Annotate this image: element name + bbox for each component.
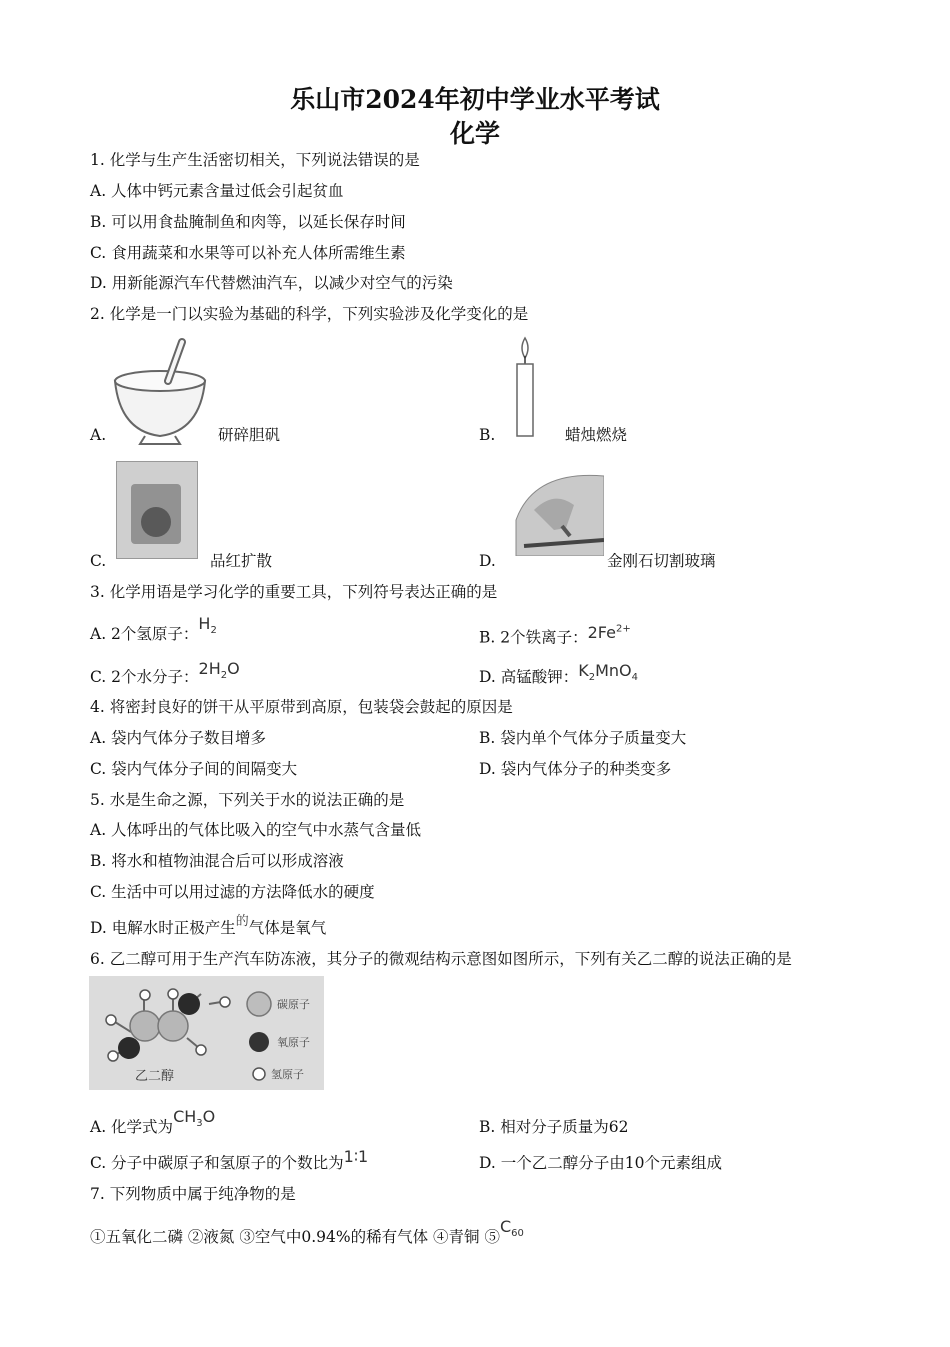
q2-option-c: 品红扩散	[210, 552, 273, 570]
q1-stem: 1. 化学与生产生活密切相关，下列说法错误的是	[90, 151, 420, 169]
exam-title: 乐山市2024年初中学业水平考试	[290, 85, 660, 114]
q6-option-c-text: C. 分子中碳原子和氢原子的个数比为	[90, 1154, 344, 1172]
q6-option-a-text: A. 化学式为	[90, 1118, 174, 1136]
q2-label-d: D.	[479, 552, 496, 570]
q4-option-d: D. 袋内气体分子的种类变多	[479, 760, 672, 778]
q1-option-a: A. 人体中钙元素含量过低会引起贫血	[90, 182, 344, 200]
legend-oxygen-atom: 氧原子	[277, 1036, 310, 1049]
q4-stem: 4. 将密封良好的饼干从平原带到高原，包装袋会鼓起的原因是	[90, 698, 513, 716]
q2-label-a: A.	[90, 426, 107, 444]
q5-option-d	[90, 914, 327, 940]
q3-option-a-text: A. 2个氢原子：	[90, 625, 199, 643]
diagram-molecule-name: 乙二醇	[135, 1069, 175, 1084]
q3-option-c-text: C. 2个水分子：	[90, 668, 199, 686]
q3-option-d-text: D. 高锰酸钾：	[479, 668, 579, 686]
formula-2fe2plus: $2Fe^{2+}$	[587, 623, 631, 643]
ethylene-glycol-diagram	[89, 976, 324, 1090]
q3-stem: 3. 化学用语是学习化学的重要工具，下列符号表达正确的是	[90, 583, 498, 601]
q6-option-b: B. 相对分子质量为62	[479, 1118, 629, 1136]
q2-stem: 2. 化学是一门以实验为基础的科学，下列实验涉及化学变化的是	[90, 305, 529, 323]
q6-option-c	[90, 1147, 369, 1173]
q4-option-c: C. 袋内气体分子间的间隔变大	[90, 760, 298, 778]
q2-label-c: C.	[90, 552, 107, 570]
q3-option-a	[90, 614, 217, 651]
q3-option-c	[90, 659, 240, 694]
formula-ratio: 1∶1	[343, 1147, 369, 1166]
q5-option-d-small: 的	[235, 914, 249, 929]
q3-option-b-text: B. 2个铁离子：	[479, 628, 588, 647]
q5-option-d-text-1: D. 电解水时正极产生	[90, 919, 236, 937]
formula-c60: $C_{60}$	[499, 1217, 524, 1240]
q1-option-c: C. 食用蔬菜和水果等可以补充人体所需维生素	[90, 244, 406, 262]
q2-option-d: 金刚石切割玻璃	[607, 552, 716, 570]
q5-option-a: A. 人体呼出的气体比吸入的空气中水蒸气含量低	[90, 821, 422, 839]
q2-option-a: 研碎胆矾	[218, 426, 281, 444]
legend-carbon-atom: 碳原子	[277, 998, 310, 1011]
q7-items-text: ①五氧化二磷 ②液氮 ③空气中0.94%的稀有气体 ④青铜 ⑤	[90, 1228, 500, 1246]
q2-label-b: B.	[479, 426, 496, 444]
q1-option-d: D. 用新能源汽车代替燃油汽车，以减少对空气的污染	[90, 274, 453, 292]
q5-option-d-text-2: 气体是氧气	[248, 919, 327, 937]
q3-option-d	[479, 661, 639, 694]
q5-option-c: C. 生活中可以用过滤的方法降低水的硬度	[90, 883, 375, 901]
q6-option-a	[90, 1107, 216, 1144]
q4-option-a: A. 袋内气体分子数目增多	[90, 729, 267, 747]
q6-stem: 6. 乙二醇可用于生产汽车防冻液，其分子的微观结构示意图如图所示，下列有关乙二醇的说法正确的是	[90, 950, 792, 968]
exam-subject: 化学	[449, 119, 500, 148]
diamond-cutting-glass-photo	[504, 470, 604, 556]
q2-option-b: 蜡烛燃烧	[565, 426, 628, 444]
mortar-pestle-image	[110, 336, 210, 446]
candle-image	[505, 334, 545, 440]
beaker-photo	[116, 461, 198, 559]
q5-stem: 5. 水是生命之源，下列关于水的说法正确的是	[90, 791, 405, 809]
q3-option-b	[479, 624, 631, 647]
q7-items	[90, 1217, 524, 1254]
legend-hydrogen-atom: 氢原子	[271, 1068, 304, 1081]
formula-2h2o: $2H_2O$	[198, 659, 240, 682]
q5-option-b: B. 将水和植物油混合后可以形成溶液	[90, 852, 344, 870]
formula-ch3o: $CH_3O$	[173, 1107, 216, 1130]
q4-option-b: B. 袋内单个气体分子质量变大	[479, 729, 687, 747]
q7-stem: 7. 下列物质中属于纯净物的是	[90, 1185, 296, 1203]
q6-option-d: D. 一个乙二醇分子由10个元素组成	[479, 1154, 722, 1172]
q1-option-b: B. 可以用食盐腌制鱼和肉等，以延长保存时间	[90, 213, 406, 231]
formula-h2: $H_2$	[198, 614, 217, 637]
formula-k2mno4: $K_2MnO_4$	[578, 661, 639, 684]
